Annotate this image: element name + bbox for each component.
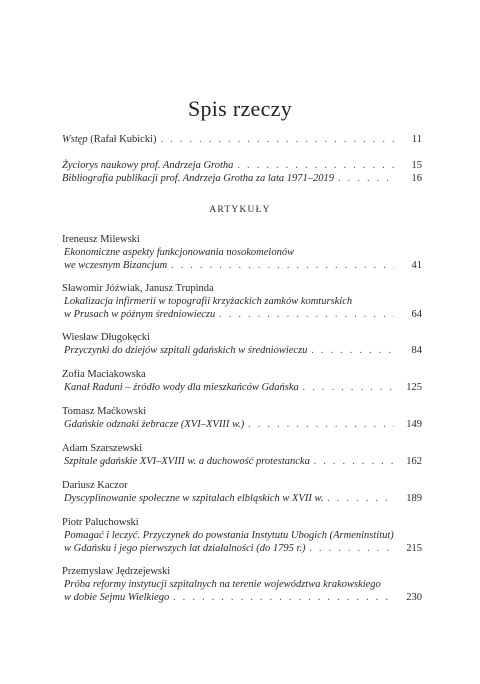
page-number: 162 <box>406 456 422 467</box>
entry-author: Wiesław Długokęcki <box>62 332 150 343</box>
toc-entry-bibliography[interactable] <box>62 172 422 185</box>
toc-article-entry[interactable] <box>62 405 422 431</box>
leader-dots <box>219 308 394 321</box>
entry-title-line: we wczesnym Bizancjum <box>64 260 168 271</box>
section-heading: ARTYKUŁY <box>209 205 271 215</box>
entry-suffix: (Rafał Kubicki) <box>87 134 157 145</box>
toc-entry-introduction[interactable] <box>62 133 422 146</box>
entry-author: Zofia Maciakowska <box>62 369 146 380</box>
entry-title: Bibliografia publikacji prof. Andrzeja Grotha za lata 1971–2019 <box>62 173 335 184</box>
leader-dots <box>338 172 394 185</box>
entry-title-line: Przyczynki do dziejów szpitali gdańskich w średniowieczu <box>64 345 308 356</box>
toc-article-entry[interactable] <box>62 442 422 468</box>
entry-title-line: Dyscyplinowanie społeczne w szpitalach elbląskich w XVII w. <box>64 493 324 504</box>
entry-title-line: Próba reformy instytucji szpitalnych na terenie województwa krakowskiego <box>64 579 381 590</box>
page-number: 230 <box>406 592 422 603</box>
leader-dots <box>303 381 394 394</box>
page-title: Spis rzeczy <box>187 96 293 121</box>
leader-dots <box>248 418 394 431</box>
leader-dots <box>314 455 394 468</box>
page-number: 11 <box>411 134 422 145</box>
toc-article-entry[interactable] <box>62 516 422 555</box>
toc-article-entry[interactable] <box>62 233 422 272</box>
entry-title-line: w Gdańsku i jego pierwszych lat działalności (do 1795 r.) <box>64 543 306 554</box>
page-number: 41 <box>411 260 422 271</box>
page-number: 215 <box>406 543 422 554</box>
leader-dots <box>160 133 394 146</box>
page-number: 125 <box>406 382 422 393</box>
entry-author: Ireneusz Milewski <box>62 234 140 245</box>
page-number: 149 <box>406 419 422 430</box>
leader-dots <box>173 591 394 604</box>
page-number: 189 <box>406 493 422 504</box>
entry-title: Życiorys naukowy prof. Andrzeja Grotha <box>62 160 234 171</box>
entry-author: Sławomir Jóźwiak, Janusz Trupinda <box>62 283 214 294</box>
entry-title-line: w dobie Sejmu Wielkiego <box>64 592 170 603</box>
toc-article-entry[interactable] <box>62 479 422 505</box>
toc-article-entry[interactable] <box>62 565 422 604</box>
entry-title-line: w Prusach w późnym średniowieczu <box>64 309 216 320</box>
leader-dots <box>311 344 394 357</box>
page-number: 64 <box>411 309 422 320</box>
entry-title-line: Lokalizacja infirmerii w topografii krzyżackich zamków komturskich <box>64 296 353 307</box>
page-number: 15 <box>411 160 422 171</box>
leader-dots <box>310 542 395 555</box>
page-number: 16 <box>411 173 422 184</box>
entry-title: Wstęp <box>62 134 88 145</box>
toc-article-entry[interactable] <box>62 331 422 357</box>
entry-author: Dariusz Kaczor <box>62 480 128 491</box>
entry-title-line: Gdańskie odznaki żebracze (XVI–XVIII w.) <box>64 419 245 430</box>
entry-title-line: Kanał Raduni – źródło wody dla mieszkańców Gdańska <box>64 382 299 393</box>
entry-author: Przemysław Jędrzejewski <box>62 566 171 577</box>
entry-author: Piotr Paluchowski <box>62 517 139 528</box>
entry-title-line: Szpitale gdańskie XVI–XVIII w. a duchowość protestancka <box>64 456 310 467</box>
toc-entry-biography[interactable] <box>62 159 422 172</box>
page-number: 84 <box>411 345 422 356</box>
entry-title-line: Ekonomiczne aspekty funkcjonowania nosokomeionów <box>64 247 295 258</box>
leader-dots <box>171 259 394 272</box>
toc-article-entry[interactable] <box>62 368 422 394</box>
leader-dots <box>237 159 394 172</box>
entry-author: Adam Szarszewski <box>62 443 143 454</box>
entry-author: Tomasz Maćkowski <box>62 406 147 417</box>
toc-article-entry[interactable] <box>62 282 422 321</box>
entry-title-line: Pomagać i leczyć. Przyczynek do powstania Instytutu Ubogich (Armeninstitut) <box>64 530 394 541</box>
leader-dots <box>327 492 394 505</box>
